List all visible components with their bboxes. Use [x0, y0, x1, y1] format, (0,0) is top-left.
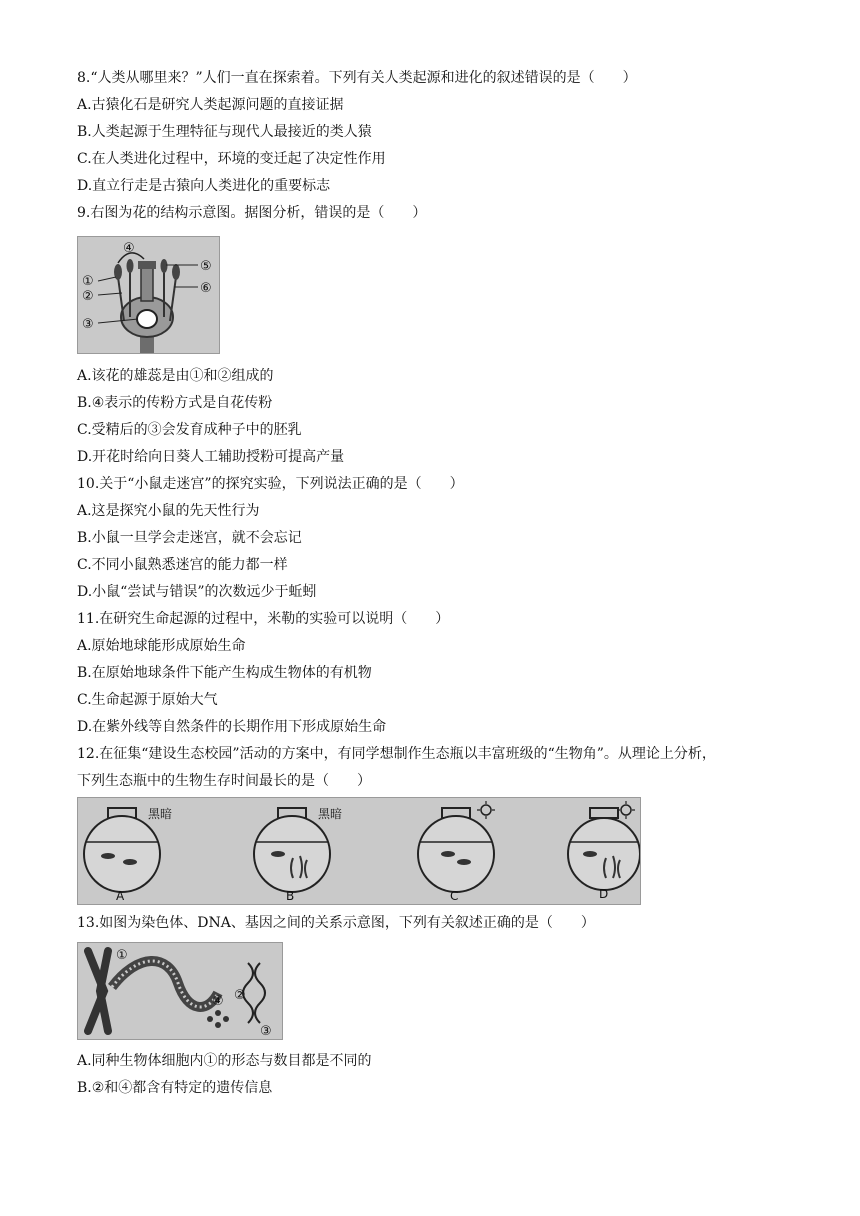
bottle-b — [254, 806, 342, 903]
q10-option-d: D.小鼠“尝试与错误”的次数远少于蚯蚓 — [77, 584, 317, 600]
dna-coil — [112, 961, 218, 1007]
flower-structure-figure — [77, 236, 220, 354]
anther-right-2 — [172, 264, 180, 280]
q13-stem: 13.如图为染色体、DNA、基因之间的关系示意图，下列有关叙述正确的是（ ） — [77, 915, 595, 931]
q11-option-d: D.在紫外线等自然条件的长期作用下形成原始生命 — [77, 719, 387, 735]
q12-stem-line2: 下列生态瓶中的生物生存时间最长的是（ ） — [77, 773, 371, 789]
flower-label-4: ④ — [123, 241, 135, 256]
q13-option-a: A.同种生物体细胞内①的形态与数目都是不同的 — [77, 1053, 372, 1069]
double-helix-strand-2 — [255, 963, 265, 1023]
q9-option-c: C.受精后的③会发育成种子中的胚乳 — [77, 422, 302, 438]
pistil-style — [141, 267, 153, 301]
anther-right — [161, 259, 168, 273]
q10-option-b: B.小鼠一旦学会走迷宫，就不会忘记 — [77, 530, 302, 546]
q9-option-b: B.④表示的传粉方式是自花传粉 — [77, 395, 273, 411]
q8-option-c: C.在人类进化过程中，环境的变迁起了决定性作用 — [77, 151, 386, 167]
flower-label-6: ⑥ — [200, 281, 212, 296]
q9-stem: 9.右图为花的结构示意图。据图分析，错误的是（ ） — [77, 205, 427, 221]
q11-option-a: A.原始地球能形成原始生命 — [77, 638, 246, 654]
q8-option-d: D.直立行走是古猿向人类进化的重要标志 — [77, 178, 331, 194]
q10-option-a: A.这是探究小鼠的先天性行为 — [77, 503, 260, 519]
flower-label-2: ② — [82, 289, 94, 304]
sun-icon — [481, 805, 491, 815]
q9-option-a: A.该花的雄蕊是由①和②组成的 — [77, 368, 274, 384]
q11-option-c: C.生命起源于原始大气 — [77, 692, 218, 708]
q12-stem-line1: 12.在征集“建设生态校园”活动的方案中，有同学想制作生态瓶以丰富班级的“生物角”。从理论上分析， — [77, 746, 716, 762]
ovule — [137, 310, 157, 328]
q10-option-c: C.不同小鼠熟悉迷宫的能力都一样 — [77, 557, 288, 573]
bottle-b-dark-label: 黑暗 — [318, 807, 343, 821]
leader-line-2 — [98, 293, 122, 295]
leader-line-1 — [98, 277, 116, 281]
q11-option-b: B.在原始地球条件下能产生构成生物体的有机物 — [77, 665, 372, 681]
chromosome-label-3: ③ — [260, 1024, 272, 1039]
bottle-a-dark-label: 黑暗 — [148, 807, 173, 821]
flower-label-1: ① — [82, 274, 94, 289]
q10-stem: 10.关于“小鼠走迷宫”的探究实验，下列说法正确的是（ ） — [77, 476, 464, 492]
bottle-d-label: D — [599, 887, 609, 901]
bottle-b-label: B — [286, 889, 295, 903]
sun-icon — [621, 805, 631, 815]
chromosome-dna-figure — [77, 942, 283, 1040]
q8-option-a: A.古猿化石是研究人类起源问题的直接证据 — [77, 97, 344, 113]
chromosome-label-2: ② — [234, 988, 246, 1003]
q8-option-b: B.人类起源于生理特征与现代人最接近的类人猿 — [77, 124, 372, 140]
bottle-d — [568, 801, 640, 901]
flower-label-5: ⑤ — [200, 259, 212, 274]
flower-label-3: ③ — [82, 317, 94, 332]
q8-stem: 8.“人类从哪里来？”人们一直在探索着。下列有关人类起源和进化的叙述错误的是（ ） — [77, 70, 637, 86]
chromosome-label-4: ④ — [212, 994, 224, 1009]
bottle-c — [418, 801, 495, 903]
q11-stem: 11.在研究生命起源的过程中，米勒的实验可以说明（ ） — [77, 611, 450, 627]
bottle-a — [84, 806, 172, 903]
q9-option-d: D.开花时给向日葵人工辅助授粉可提高产量 — [77, 449, 345, 465]
bottle-c-label: C — [450, 889, 459, 903]
chromosome-label-1: ① — [116, 948, 128, 963]
bottle-a-label: A — [116, 889, 125, 903]
ecobottle-figure — [77, 797, 641, 905]
stigma — [138, 261, 156, 269]
q13-option-b: B.②和④都含有特定的遗传信息 — [77, 1080, 273, 1096]
anther-left-2 — [127, 259, 134, 273]
